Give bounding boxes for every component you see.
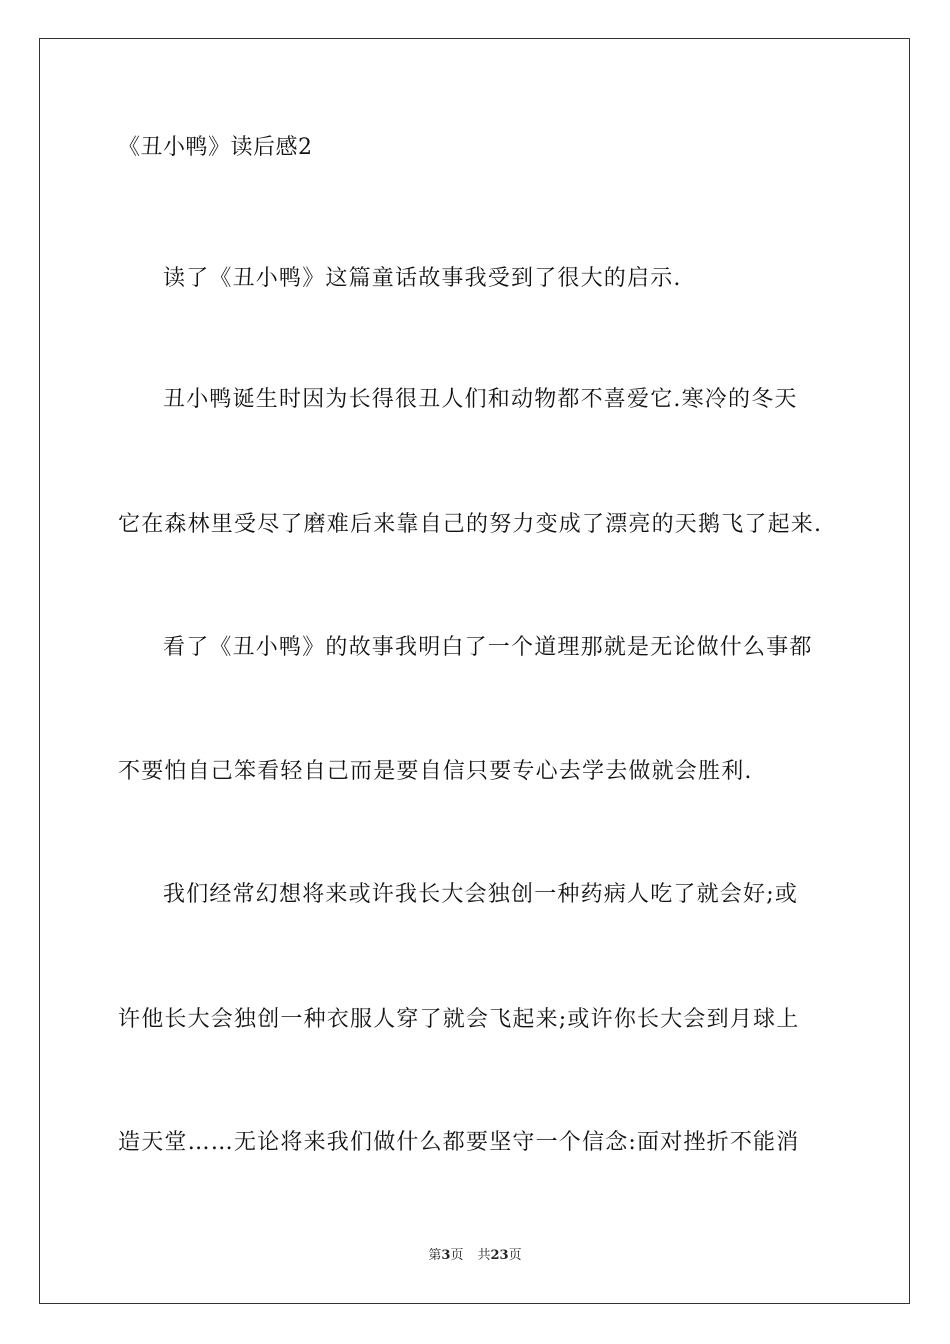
document-title: 《丑小鸭》读后感2 (118, 135, 313, 160)
page-border (39, 38, 910, 1304)
total-pages: 23 (490, 1248, 509, 1263)
page-footer (0, 1248, 950, 1264)
paragraph-line-7: 许他长大会独创一种衣服人穿了就会飞起来;或许你长大会到月球上 (118, 1007, 800, 1032)
paragraph-line-5: 不要怕自己笨看轻自己而是要自信只要专心去学去做就会胜利. (118, 759, 753, 784)
paragraph-line-8: 造天堂……无论将来我们做什么都要坚守一个信念:面对挫折不能消 (118, 1130, 800, 1155)
paragraph-line-2: 丑小鸭诞生时因为长得很丑人们和动物都不喜爱它.寒冷的冬天 (163, 387, 798, 412)
paragraph-line-6: 我们经常幻想将来或许我长大会独创一种药病人吃了就会好;或 (163, 882, 799, 907)
paragraph-line-1: 读了《丑小鸭》这篇童话故事我受到了很大的启示. (163, 266, 682, 291)
paragraph-line-3: 它在森林里受尽了磨难后来靠自己的努力变成了漂亮的天鹅飞了起来. (118, 512, 823, 537)
paragraph-line-4: 看了《丑小鸭》的故事我明白了一个道理那就是无论做什么事都 (163, 635, 813, 660)
total-suffix: 页 (508, 1248, 522, 1263)
total-prefix: 共 (477, 1248, 491, 1263)
page-number: 3 (441, 1248, 451, 1263)
page-prefix: 第 (428, 1248, 442, 1263)
page-suffix: 页 (450, 1248, 464, 1263)
